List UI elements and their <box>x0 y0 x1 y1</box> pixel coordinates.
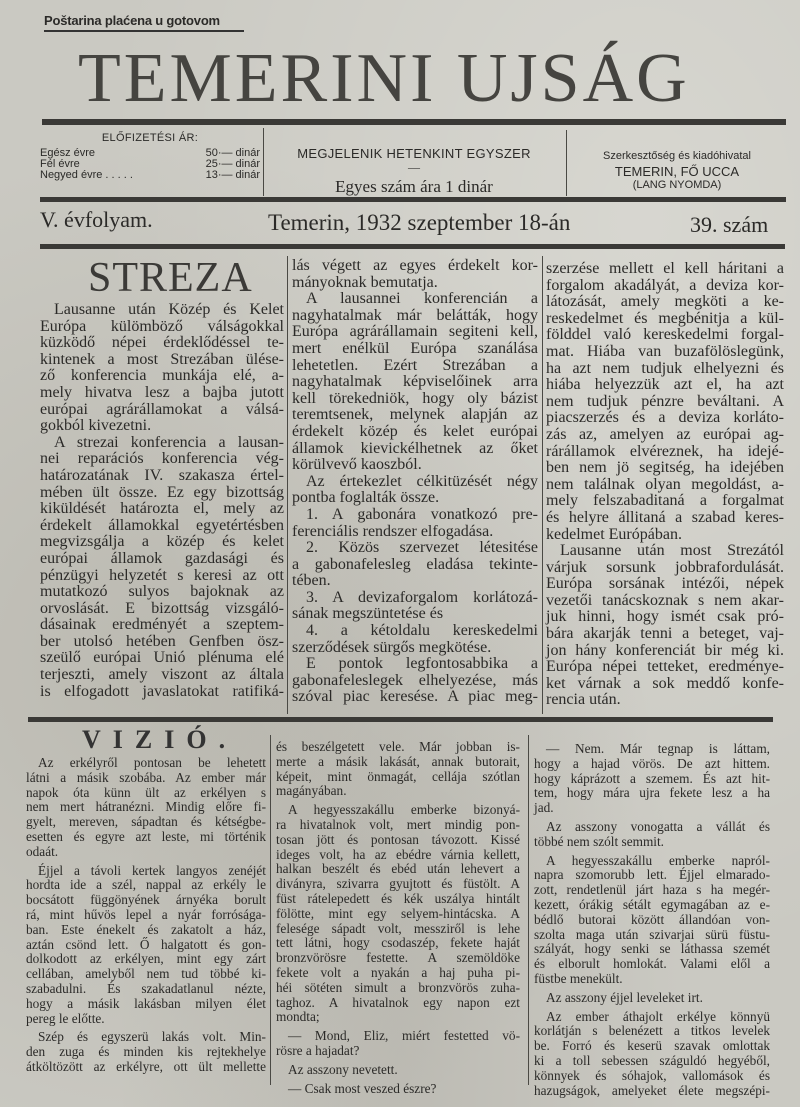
text-line: hogy a hajad vörös. De azt hittem. <box>534 755 770 771</box>
frequency-text: MEGJELENIK HETENKINT EGYSZER <box>297 146 531 161</box>
paragraph <box>276 1063 520 1078</box>
text-line: gokból kivezetni. <box>40 417 152 435</box>
text-line: — Csak most veszed észre? <box>288 1080 437 1096</box>
article-title-vizio: VIZIÓ. <box>82 725 238 754</box>
paragraph <box>276 740 520 799</box>
vizio-column-2 <box>276 740 520 1096</box>
text-line: den zuga és minden kis rejtekhelye <box>26 1044 266 1060</box>
text-line: Lausanne után Közép és Kelet <box>54 301 284 318</box>
text-line: felesége sápadt volt, messziről is lehe <box>276 920 520 936</box>
text-line: teremtsenek, melynek alapján az <box>292 406 538 424</box>
text-line: tosan jött és pontosan távozott. Kissé <box>276 831 520 847</box>
printer-name: (LANG NYOMDA) <box>632 179 722 191</box>
text-line: füstbe menekült. <box>534 970 623 986</box>
text-line: ber utolsó hetében Genfben ösz- <box>40 632 284 650</box>
text-line: küzködő népei érdeklődéssel te- <box>40 334 284 352</box>
volume: V. évfolyam. <box>40 207 153 232</box>
header-rule-top <box>42 119 786 125</box>
text-line: mányoknak bemutatja. <box>292 273 438 291</box>
text-line: szolta maga után szivarjai sürü füstu- <box>534 926 770 942</box>
text-line: mat. Hiába van buzafölöslegünk, <box>546 342 784 360</box>
text-line: rösre a hajadat? <box>276 1042 360 1058</box>
text-line: E pontok legfontosabbika a <box>306 655 538 673</box>
period-label: Fél évre <box>40 158 80 170</box>
text-line: taghoz. A hivatalnok egy napon ezt <box>276 994 520 1010</box>
paragraph <box>40 435 284 701</box>
paragraph <box>26 864 266 1027</box>
text-line: szabadulni. És szakadatlanul nézte, <box>26 980 266 996</box>
text-line: többé nem szólt semmit. <box>534 833 664 849</box>
streza-column-2 <box>292 258 538 706</box>
text-line: bára akarják tenni a beteget, vaj- <box>546 625 784 643</box>
text-line: is elfogadott javaslatokat ratifiká- <box>40 682 284 700</box>
price-value: 13·— dinár <box>205 169 260 181</box>
office-address: TEMERIN, FŐ UCCA <box>614 164 740 179</box>
text-line: aztán csönd lett. Ő halgatott és gon- <box>26 936 266 952</box>
text-line: esetten és egyre azt leste, mi történik <box>26 828 266 844</box>
text-line: 4. a kétoldalu kereskedelmi <box>306 622 538 640</box>
text-line: fekete volt a nyakán a haj puha pi- <box>276 964 520 980</box>
separator-dash: — <box>408 160 420 174</box>
text-line: és helyre állitaná a szabad keres- <box>546 508 784 526</box>
paragraph <box>276 1082 520 1097</box>
text-line: jon hány konferenciát bir még ki. <box>546 641 784 659</box>
text-line: körülvevő kaoszból. <box>292 456 422 474</box>
text-line: nagyhatalmak képviselőinek arra <box>292 373 538 391</box>
paragraph <box>276 803 520 1025</box>
masthead-title: TEMERINI UJSÁG <box>78 40 690 117</box>
period-label: Negyed évre . . . . . <box>40 169 133 181</box>
subscription-box <box>40 128 260 194</box>
text-line: várjuk sorsunk jobbrafordulását. <box>546 558 784 576</box>
office-box <box>568 128 786 194</box>
text-line: ző konferencia munkája elé, a- <box>40 367 284 385</box>
text-line: — Nem. Már tegnap is láttam, <box>546 741 770 756</box>
paragraph <box>276 1029 520 1059</box>
text-line: vezetői tanácskoznak s nem akar- <box>546 591 784 609</box>
text-line: ben nem jö segitség, ha idejében <box>546 459 784 477</box>
text-line: rencia után. <box>546 691 621 709</box>
text-line: lehetetlen. Ezért Strezában a <box>292 356 538 374</box>
paragraph <box>534 991 770 1006</box>
text-line: államok kievickélhetnek az őket <box>292 439 538 457</box>
text-line: 1. A gabonára vonatkozó pre- <box>306 505 538 523</box>
text-line: ban. Este énekelt és zakatolt a ház, <box>26 921 266 937</box>
text-line: és beszélgetett vele. Már jobban is- <box>276 739 520 754</box>
paragraph <box>292 291 538 474</box>
text-line: forgalom akadályát, a deviza kor- <box>546 276 784 294</box>
header-divider <box>566 130 567 196</box>
paragraph <box>26 756 266 860</box>
text-line: hogy káprázott a szemem. És azt hit- <box>534 770 770 786</box>
price-value: 50·— dinár <box>205 147 260 159</box>
text-line: ferenciális rendszer elfogadása. <box>292 522 494 540</box>
header-divider <box>263 128 264 196</box>
text-line: a gabonafelesleg eladása tekinte- <box>292 555 538 573</box>
text-line: 3. A devizaforgalom korlátozá- <box>306 588 538 606</box>
text-line: nem találnak olyan megoldást, a- <box>546 475 784 493</box>
text-line: könnyek és sóhajok, vallomások és <box>534 1067 770 1083</box>
text-line: mely felszabaditaná a forgalmat <box>546 492 784 510</box>
text-line: kiküldését határozta el, mely az <box>40 500 284 518</box>
text-line: Lausanne után most Strezától <box>560 542 784 560</box>
period-label: Egész évre <box>40 147 96 159</box>
text-line: pénzügyi helyzetét s keresi az ott <box>40 566 284 584</box>
paragraph <box>26 1030 266 1074</box>
text-line: bocsátott függönyének árnyéka borult <box>26 892 266 908</box>
text-line: földdel való kereskedelmi forgal- <box>546 326 784 344</box>
text-line: diványra, szivarra gyujtott és füstölt. A <box>276 876 520 892</box>
text-line: zott, rendetlenül járt haza s ha megér- <box>534 882 770 898</box>
text-line: kedelmet Európában. <box>546 525 682 543</box>
text-line: kezett, órákig sétált egymagában az e- <box>534 896 770 912</box>
text-line: szerződések sürgős megkötése. <box>292 638 492 656</box>
text-line: A lausannei konferencián a <box>306 290 538 308</box>
text-line: fölötte, mint egy selyem-hintácska. A <box>276 905 520 921</box>
text-line: átköltözött az erkélyre, ott ült mellette <box>26 1058 266 1074</box>
text-line: lás végett az egyes érdekelt kor- <box>292 257 538 274</box>
text-line: hogy a másik lakásban milyen élet <box>26 995 266 1011</box>
text-line: magányában. <box>276 783 347 799</box>
text-line: zás az, amelyen az európai ag- <box>546 425 784 443</box>
header-rule-bottom <box>40 244 785 249</box>
postage-note: Poštarina plaćena u gotovom <box>44 13 244 32</box>
paragraph <box>40 302 284 435</box>
text-line: — Mond, Eliz, miért festetted vö- <box>288 1028 520 1044</box>
text-line: Az asszony vonogatta a vállát és <box>546 818 770 834</box>
text-line: reskedelmet és megbénitja a kül- <box>546 309 784 327</box>
paragraph <box>534 820 770 850</box>
text-line: hordta ide a szél, nappal az erkély le <box>26 877 266 893</box>
paragraph <box>546 543 784 709</box>
price-value: 25·— dinár <box>205 158 260 170</box>
column-rule <box>270 735 271 1085</box>
text-line: odaát. <box>26 843 59 859</box>
text-line: dásainak eredményét a szeptem- <box>40 616 284 634</box>
text-line: A strezai konferencia a lausan- <box>54 433 284 451</box>
text-line: mely hivatva lesz a bajba jutott <box>40 383 284 401</box>
text-line: Az ember áthajolt erkélye könnyü <box>546 1008 770 1024</box>
text-line: Az értekezlet célkitüzését négy <box>306 472 538 490</box>
paragraph <box>292 540 538 590</box>
text-line: nagyhatalmak már belátták, hogy <box>292 306 538 324</box>
text-line: mutatkozó sulyos bajoknak az <box>40 583 284 601</box>
text-line: nei reparációs konferencia vég- <box>40 450 284 468</box>
issue-date: Temerin, 1932 szeptember 18-án <box>268 210 571 235</box>
text-line: tében. <box>292 572 331 590</box>
text-line: bédlő butorai között állandóan von- <box>534 911 770 927</box>
text-line: európai agrárállamokat a válsá- <box>40 400 284 418</box>
text-line: Európa népei tetteket, eredménye- <box>546 658 784 676</box>
paragraph <box>292 590 538 623</box>
text-line: érdekelt államokkal egyetértésben <box>40 516 284 534</box>
header-rule-mid <box>40 197 786 202</box>
text-line: képeit, mint önmagát, cellája szótlan <box>276 768 520 784</box>
text-line: pereg le előtte. <box>26 1010 105 1026</box>
paragraph <box>534 1010 770 1099</box>
text-line: rárállamok elvéreznek, ha idejé- <box>546 442 784 460</box>
text-line: napok óta künn ült az erkélyen s <box>26 784 266 800</box>
text-line: érdekelt közép és kelet európai <box>292 422 538 440</box>
text-line: jad. <box>534 800 554 816</box>
text-line: Európa agrárállamain segiteni kell, <box>292 323 538 341</box>
vizio-column-1 <box>26 756 266 1075</box>
text-line: gabonafeleslegek elhelyezése, más <box>292 671 538 689</box>
text-line: halkan beszélt és ebéd után lehevert a <box>276 861 520 877</box>
text-line: látni a másik szobába. Az ember már <box>26 769 266 785</box>
text-line: piacszerzés és a deviza korláto- <box>546 409 784 427</box>
text-line: hazugságok, amelyeket élete megszépi- <box>534 1082 770 1098</box>
text-line: Az asszony nevetett. <box>288 1061 398 1077</box>
text-line: szerzése mellett el kell háritani a <box>546 260 784 277</box>
column-rule <box>542 256 543 714</box>
text-line: ki a toll sebessen száguldó hegyéből, <box>534 1052 770 1068</box>
paragraph <box>292 623 538 656</box>
text-line: pontba foglalták össze. <box>292 489 440 507</box>
single-price: Egyes szám ára 1 dinár <box>335 177 493 196</box>
issue-number: 39. szám <box>690 212 769 237</box>
text-line: korlátján s belenézett a titkos levelek <box>534 1023 770 1039</box>
text-line: juk hinni, hogy ismét csak pró- <box>546 608 784 626</box>
text-line: szeülő európai Unió plénuma elé <box>40 649 284 667</box>
text-line: merte a másik lakását, annak butorait, <box>276 753 520 769</box>
text-line: gyelt, mereven, sápadtan és kétségbe- <box>26 814 266 830</box>
text-line: napra szomorubb lett. Éjjel elmarado- <box>534 867 770 883</box>
text-line: A hegyesszakállu emberke napról- <box>546 852 770 868</box>
article-title-streza: STREZA <box>88 255 253 301</box>
paragraph <box>534 854 770 987</box>
subscription-title: ELŐFIZETÉSI ÁR: <box>101 132 199 144</box>
text-line: orvoslását. E bizottság vizsgáló- <box>40 599 284 617</box>
paragraph <box>534 742 770 816</box>
text-line: tem, hogy mára ujra fekete lesz a ha <box>534 785 770 801</box>
publication-box <box>266 128 562 194</box>
text-line: megvizsgálja a közép és kelet <box>40 533 284 551</box>
text-line: ket várnak a sok meddő konfe- <box>546 674 784 692</box>
text-line: határozatának IV. szakasza értel- <box>40 466 284 484</box>
vizio-column-3 <box>534 742 770 1098</box>
paragraph <box>292 474 538 507</box>
column-rule <box>287 256 288 714</box>
text-line: Az asszony éjjel leveleket irt. <box>546 989 703 1005</box>
text-line: Európa külömböző válságokkal <box>40 317 284 335</box>
text-line: ra hivatalnok volt, mert mindig pon- <box>276 816 520 832</box>
text-line: rá, mint hűvös lepel a nyár forrósága- <box>26 906 266 922</box>
streza-column-3 <box>546 261 784 709</box>
text-line: tett látni, hogy csodaszép, fekete haját <box>276 935 520 951</box>
text-line: cellában, amelyből nem tud többé ki- <box>26 966 266 982</box>
text-line: Európa sorsának intézői, népek <box>546 575 784 593</box>
paragraph <box>292 507 538 540</box>
text-line: dolkodott az erkélyen, mint egy zárt <box>26 951 266 967</box>
text-line: ha azt nem tudjuk elhelyezni és <box>546 359 784 377</box>
text-line: nem tudjuk pénzre beváltani. A <box>546 392 784 410</box>
article-separator-rule <box>28 717 773 722</box>
text-line: be. Forró és keserü szavak omlottak <box>534 1038 770 1054</box>
office-label: Szerkesztőség és kiadóhivatal <box>603 150 751 162</box>
text-line: bronzvörösre festette. A szemöldöke <box>276 950 520 966</box>
text-line: 2. Közös szervezet létesitése <box>306 539 538 557</box>
text-line: ideges volt, ha az ebédre várnia kellett, <box>276 846 520 862</box>
text-line: európai államok gazdasági és <box>40 549 284 567</box>
price-row <box>40 170 260 181</box>
text-line: mondta; <box>276 1009 320 1025</box>
text-line: nem mert hátranézni. Mindig előre fi- <box>26 799 266 815</box>
text-line: Az erkélyről pontosan be lehetett <box>38 755 266 770</box>
text-line: hiába helyezzük azt el, ha azt <box>546 376 784 394</box>
paragraph <box>292 258 538 291</box>
paragraph <box>292 656 538 706</box>
text-line: Szép és egyszerü lakás volt. Min- <box>38 1029 266 1045</box>
text-line: mert enélkül Európa szanálása <box>292 339 538 357</box>
text-line: mében ült össze. Ez egy bizottság <box>40 483 284 501</box>
text-line: szóval piac keresése. A piac meg- <box>292 688 538 706</box>
text-line: és elborult homlokát. Valami elől a <box>534 956 770 972</box>
text-line: látozását, amely megköti a ke- <box>546 293 784 311</box>
text-line: Éjjel a távoli kertek langyos zenéjét <box>38 862 266 878</box>
text-line: terjeszti, amely viszont az általa <box>40 666 284 684</box>
paragraph <box>546 261 784 543</box>
text-line: füst rátelepedett és kék uszálya hintált <box>276 890 520 906</box>
text-line: sának megszüntetése és <box>292 605 444 623</box>
column-rule <box>528 735 529 1085</box>
text-line: héi sötéten simult a bronzvörös zuha- <box>276 979 520 995</box>
streza-column-1 <box>40 302 284 700</box>
text-line: szályát, hogy senki se láthassa szemét <box>534 941 770 957</box>
text-line: A hegyesszakállu emberke bizonyá- <box>288 802 520 818</box>
text-line: kintenek a most Strezában ülése- <box>40 350 284 368</box>
text-line: kell törekedniök, hogy oly bázist <box>292 389 538 407</box>
